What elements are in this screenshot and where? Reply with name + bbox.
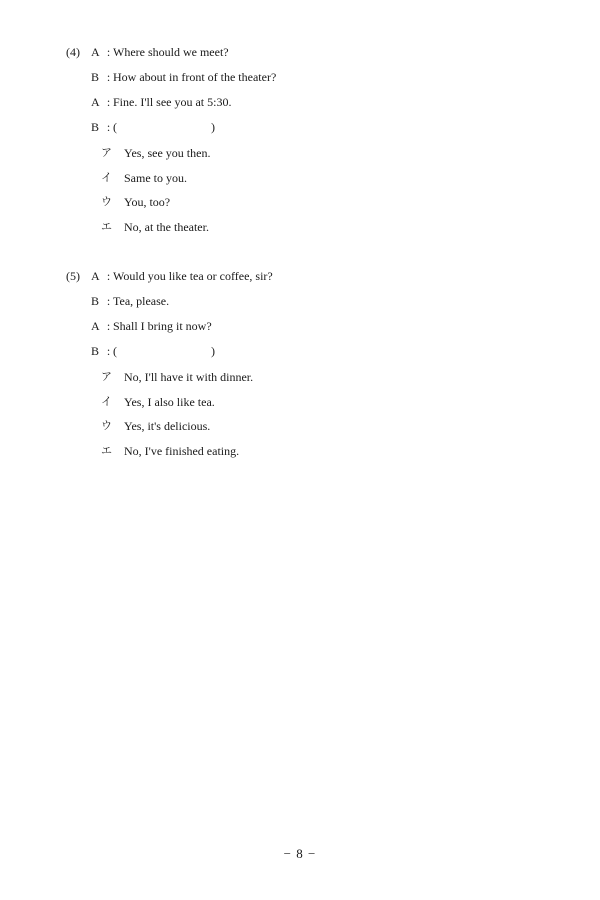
blank-close-paren: ) (211, 344, 215, 358)
choice-mark: ア (101, 370, 112, 383)
dialogue-text: Shall I bring it now? (113, 319, 212, 333)
dialogue-line (91, 293, 169, 309)
colon: : (106, 70, 111, 84)
colon: : (106, 344, 111, 358)
page-number: − 8 − (283, 846, 317, 861)
answer-blank-line (91, 119, 215, 135)
choice-text: No, at the theater. (124, 220, 209, 234)
dialogue-text: Would you like tea or coffee, sir? (113, 269, 273, 283)
choice-mark: エ (101, 444, 112, 457)
choice-mark: エ (101, 220, 112, 233)
colon: : (106, 120, 111, 134)
choice-mark: ウ (101, 419, 112, 432)
choice-mark: イ (101, 171, 112, 184)
dialogue-text: Tea, please. (113, 294, 170, 308)
dialogue-text: Fine. I'll see you at 5:30. (113, 95, 232, 109)
choice-mark: ウ (101, 195, 112, 208)
choice-text: Yes, it's delicious. (124, 419, 211, 433)
speaker-label: B (91, 70, 100, 84)
choice-mark: ア (101, 146, 112, 159)
speaker-label: A (91, 269, 100, 283)
speaker-label: B (91, 344, 100, 358)
speaker-label: A (91, 95, 100, 109)
dialogue-line (91, 268, 273, 284)
choice-text: No, I've finished eating. (124, 444, 240, 458)
colon: : (106, 269, 111, 283)
colon: : (106, 45, 111, 59)
dialogue-line (91, 94, 231, 110)
speaker-label: A (91, 319, 100, 333)
question-number: (5) (66, 269, 80, 283)
choice-text: Same to you. (124, 171, 187, 185)
blank-open-paren: ( (113, 120, 117, 134)
colon: : (106, 95, 111, 109)
choice-text: Yes, see you then. (124, 146, 211, 160)
dialogue-text: Where should we meet? (113, 45, 229, 59)
speaker-label: B (91, 120, 100, 134)
blank-open-paren: ( (113, 344, 117, 358)
choice-text: No, I'll have it with dinner. (124, 370, 254, 384)
speaker-label: B (91, 294, 100, 308)
colon: : (106, 319, 111, 333)
dialogue-line (91, 44, 229, 60)
dialogue-text: How about in front of the theater? (113, 70, 277, 84)
blank-close-paren: ) (211, 120, 215, 134)
choice-text: Yes, I also like tea. (124, 395, 215, 409)
answer-blank-line (91, 343, 215, 359)
speaker-label: A (91, 45, 100, 59)
dialogue-line (91, 318, 212, 334)
choice-mark: イ (101, 395, 112, 408)
choice-text: You, too? (124, 195, 171, 209)
dialogue-line (91, 69, 276, 85)
question-number: (4) (66, 45, 80, 59)
colon: : (106, 294, 111, 308)
